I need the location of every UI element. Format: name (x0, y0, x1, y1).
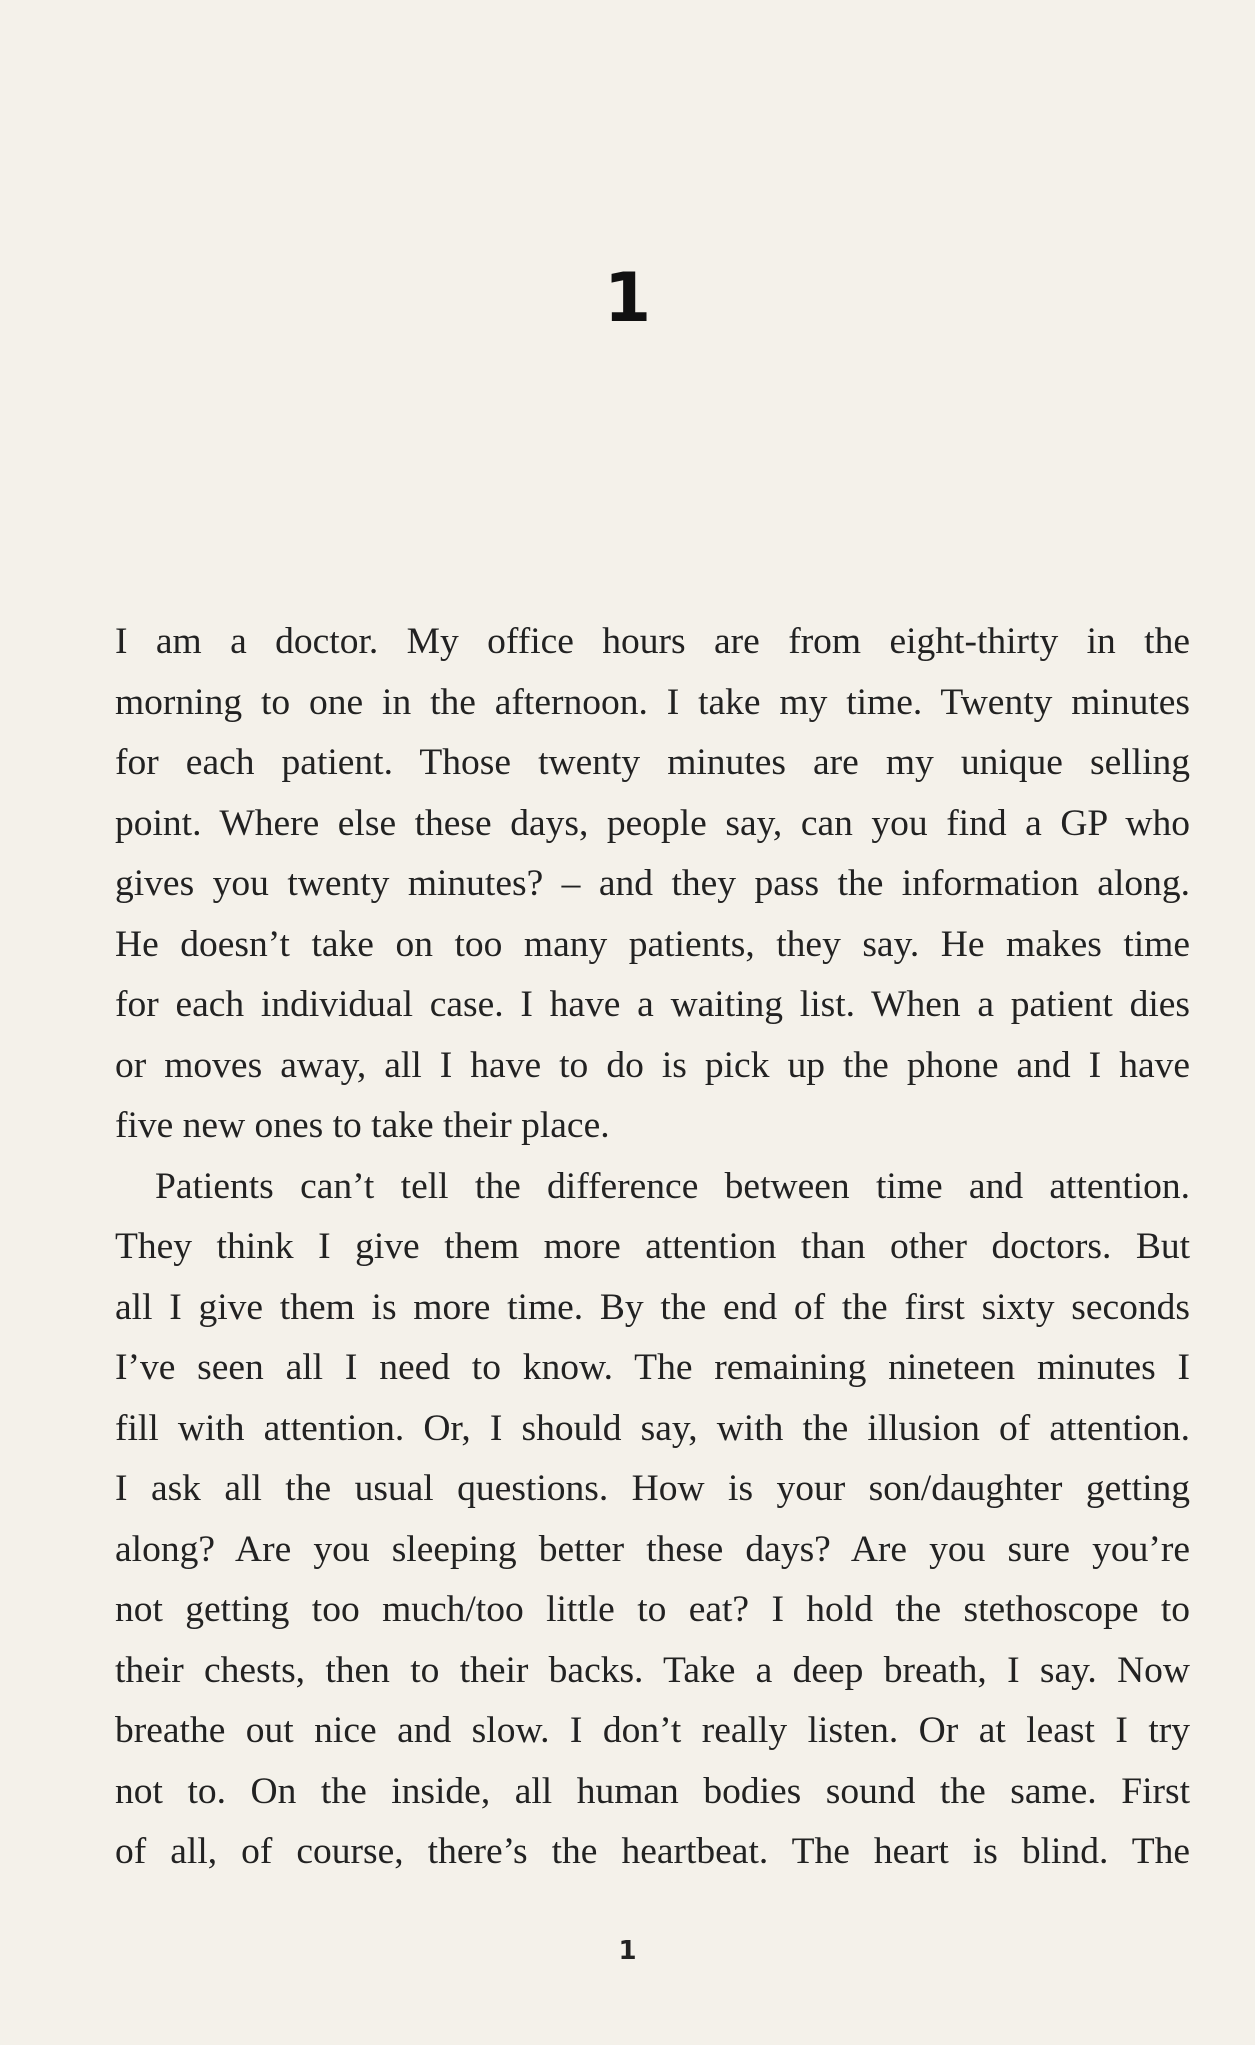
text-line: for each patient. Those twenty minutes are my unique selling (115, 742, 1190, 783)
text-line: five new ones to take their place. (115, 1105, 610, 1146)
paragraph-1 (115, 612, 1190, 1157)
text-line: fill with attention. Or, I should say, with the illusion of attention. (115, 1407, 1190, 1449)
text-line: for each individual case. I have a waiting list. When a patient dies (115, 984, 1190, 1025)
text-line: all I give them is more time. By the end of the first sixty seconds (115, 1286, 1190, 1328)
text-line: I’ve seen all I need to know. The remaining nineteen minutes I (115, 1347, 1190, 1388)
text-line: I am a doctor. My office hours are from eight-thirty in the (115, 621, 1190, 662)
text-line: not to. On the inside, all human bodies sound the same. First (115, 1770, 1190, 1812)
text-line: point. Where else these days, people say, can you find a GP who (115, 802, 1190, 844)
text-line: their chests, then to their backs. Take a deep breath, I say. Now (115, 1649, 1190, 1691)
text-line: morning to one in the afternoon. I take my time. Twenty minutes (115, 681, 1190, 723)
page-number: 1 (618, 1936, 637, 1966)
text-line: They think I give them more attention than other doctors. But (115, 1226, 1190, 1267)
text-line: along? Are you sleeping better these days? Are you sure you’re (115, 1528, 1190, 1570)
text-line: gives you twenty minutes? – and they pass the information along. (115, 863, 1190, 904)
text-line: or moves away, all I have to do is pick up the phone and I have (115, 1044, 1190, 1086)
body-text (115, 612, 1190, 1883)
text-line: of all, of course, there’s the heartbeat. The heart is blind. The (115, 1831, 1190, 1872)
text-line: He doesn’t take on too many patients, they say. He makes time (115, 923, 1190, 965)
text-line: not getting too much/too little to eat? I hold the stethoscope to (115, 1589, 1190, 1630)
text-line: I ask all the usual questions. How is your son/daughter getting (115, 1468, 1190, 1509)
paragraph-2 (115, 1157, 1190, 1883)
text-line: Patients can’t tell the difference between time and attention. (155, 1165, 1190, 1207)
text-line: breathe out nice and slow. I don’t really listen. Or at least I try (115, 1710, 1190, 1751)
chapter-number: 1 (603, 259, 652, 338)
